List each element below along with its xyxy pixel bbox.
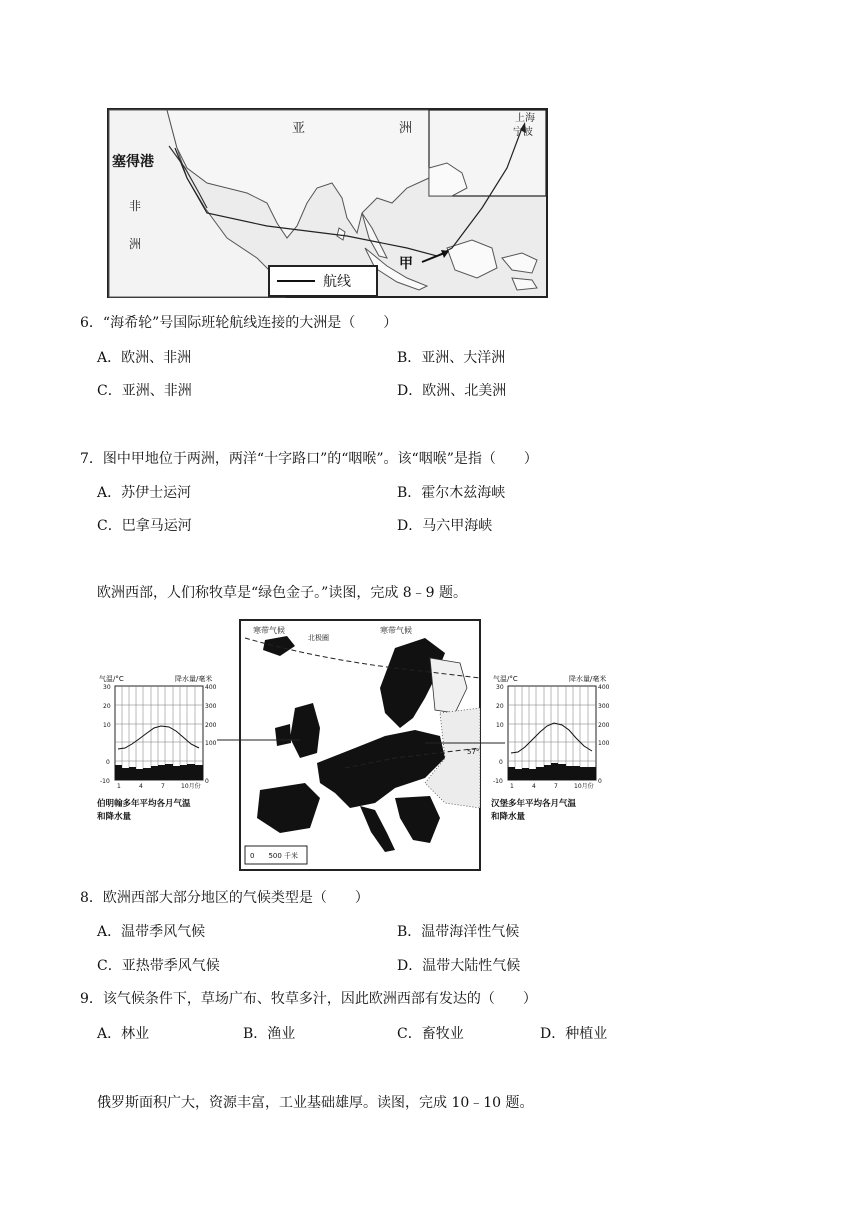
q9-option-a[interactable]: A．林业 <box>97 1026 150 1042</box>
left-chart-tick-l0: 30 <box>103 684 111 691</box>
q9-option-c[interactable]: C．畜牧业 <box>397 1026 464 1042</box>
q6-option-b[interactable]: B．亚洲、大洋洲 <box>397 350 506 366</box>
map1-label-port: 塞得港 <box>112 154 154 170</box>
right-chart-tick-l3: 0 <box>499 759 503 766</box>
left-chart-tick-r2: 200 <box>205 722 217 729</box>
map1-legend-label: 航线 <box>323 274 351 290</box>
right-chart-tick-x2: 7 <box>554 783 558 790</box>
left-chart-tick-r3: 100 <box>205 740 217 747</box>
right-chart-caption-2: 和降水量 <box>491 812 526 822</box>
q7-option-c[interactable]: C．巴拿马运河 <box>97 518 192 534</box>
q6-option-d[interactable]: D．欧洲、北美洲 <box>397 383 507 399</box>
q8-option-d[interactable]: D．温带大陆性气候 <box>397 958 521 974</box>
q9-option-b[interactable]: B．渔业 <box>243 1026 296 1042</box>
right-chart-tick-r1: 300 <box>598 703 610 710</box>
right-chart-tick-r3: 100 <box>598 740 610 747</box>
right-chart-tick-x1: 4 <box>532 783 536 790</box>
map1-label-africa-2: 洲 <box>129 237 142 251</box>
right-chart-ylabel-left: 气温/°C <box>493 675 518 683</box>
right-chart-tick-l0: 30 <box>496 684 504 691</box>
left-chart-tick-l4: -10 <box>100 778 110 785</box>
q6-option-c[interactable]: C．亚洲、非洲 <box>97 383 192 399</box>
map1-label-point: 甲 <box>399 256 413 272</box>
left-chart-tick-r1: 300 <box>205 703 217 710</box>
left-chart-tick-x3: 10月份 <box>181 783 201 790</box>
map1-label-asia-1: 亚 <box>292 121 306 136</box>
left-chart-ylabel-left: 气温/°C <box>99 675 124 683</box>
map1-label-ningbo: 宁波 <box>513 127 533 138</box>
map2-scale: 0 500 千米 <box>250 852 299 860</box>
q8-option-c[interactable]: C．亚热带季风气候 <box>97 958 220 974</box>
left-chart-tick-r4: 0 <box>205 778 209 785</box>
left-chart-ylabel-right: 降水量/毫米 <box>175 675 213 683</box>
q7-stem: 7．图中甲地位于两洲，两洋“十字路口”的“咽喉”。该“咽喉”是指（ ） <box>80 451 538 467</box>
intro-8-9: 欧洲西部，人们称牧草是“绿色金子。”读图，完成 8﹣9 题。 <box>97 585 468 601</box>
left-chart-tick-x0: 1 <box>117 783 121 790</box>
q6-stem: 6．“海希轮”号国际班轮航线连接的大洲是（ ） <box>80 315 398 331</box>
map2-label-top-right: 寒带气候 <box>380 626 412 635</box>
right-chart-tick-r2: 200 <box>598 722 610 729</box>
q6-option-a[interactable]: A．欧洲、非洲 <box>97 350 192 366</box>
q7-option-d[interactable]: D．马六甲海峡 <box>397 518 493 534</box>
right-chart-tick-r4: 0 <box>598 778 602 785</box>
right-chart-tick-l1: 20 <box>496 703 504 710</box>
q8-option-b[interactable]: B．温带海洋性气候 <box>397 924 520 940</box>
map2-label-lat: 57° <box>467 748 480 756</box>
map1-label-asia-2: 洲 <box>399 121 413 136</box>
right-chart-tick-l2: 10 <box>496 722 504 729</box>
europe-figure <box>95 618 610 872</box>
left-chart-caption-2: 和降水量 <box>97 812 132 822</box>
map2-label-top-small: 北极圈 <box>308 634 329 642</box>
map1-label-shanghai: 上海 <box>515 113 535 124</box>
map2-label-top-left: 寒带气候 <box>253 626 285 635</box>
q7-option-b[interactable]: B．霍尔木兹海峡 <box>397 485 506 501</box>
left-chart-tick-l1: 20 <box>103 703 111 710</box>
right-chart-ylabel-right: 降水量/毫米 <box>569 675 607 683</box>
route-map <box>107 108 548 298</box>
q9-stem: 9．该气候条件下，草场广布、牧草多汁，因此欧洲西部有发达的（ ） <box>80 991 537 1007</box>
left-chart-tick-x1: 4 <box>139 783 143 790</box>
right-chart-tick-x0: 1 <box>510 783 514 790</box>
right-chart-tick-l4: -10 <box>493 778 503 785</box>
right-chart-caption-1: 汉堡多年平均各月气温 <box>491 799 577 809</box>
intro-10: 俄罗斯面积广大，资源丰富，工业基础雄厚。读图，完成 10﹣10 题。 <box>97 1095 534 1111</box>
q8-option-a[interactable]: A．温带季风气候 <box>97 924 206 940</box>
q7-option-a[interactable]: A．苏伊士运河 <box>97 485 192 501</box>
q9-option-d[interactable]: D．种植业 <box>540 1026 608 1042</box>
left-chart-tick-l2: 10 <box>103 722 111 729</box>
left-chart-tick-r0: 400 <box>205 684 217 691</box>
right-chart-tick-r0: 400 <box>598 684 610 691</box>
left-chart-tick-l3: 0 <box>106 759 110 766</box>
right-chart-tick-x3: 10月份 <box>574 783 594 790</box>
left-chart-tick-x2: 7 <box>161 783 165 790</box>
q8-stem: 8．欧洲西部大部分地区的气候类型是（ ） <box>80 890 369 906</box>
left-chart-caption-1: 伯明翰多年平均各月气温 <box>97 799 191 809</box>
map1-label-africa-1: 非 <box>129 199 142 213</box>
